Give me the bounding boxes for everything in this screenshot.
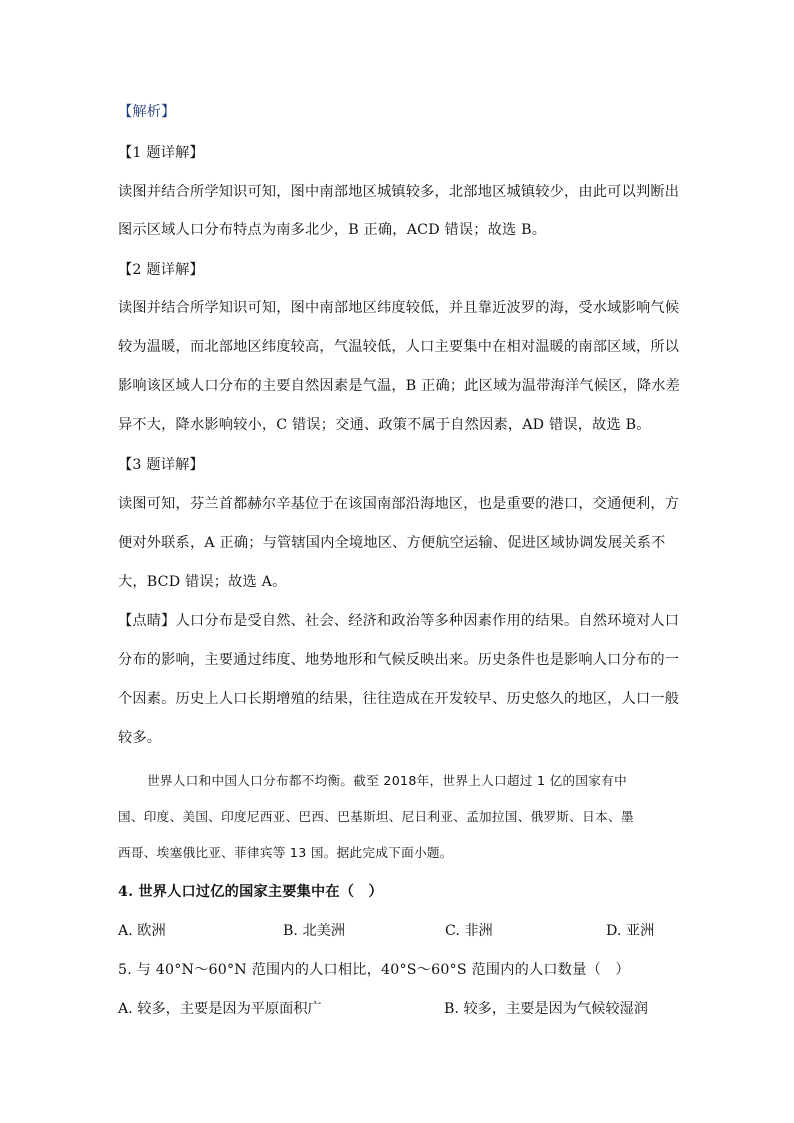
q1-line-2: 图示区域人口分布特点为南多北少，B 正确，ACD 错误；故选 B。 bbox=[118, 222, 547, 238]
q2-line-2: 较为温暖，而北部地区纬度较高，气温较低，人口主要集中在相对温暖的南部区域，所以 bbox=[118, 339, 680, 355]
tip-line-2: 分布的影响，主要通过纬度、地势地形和气候反映出来。历史条件也是影响人口分布的一 bbox=[118, 652, 680, 668]
analysis-heading: 【解析】 bbox=[118, 104, 176, 120]
q3-line-2: 便对外联系，A 正确；与管辖国内全境地区、方便航空运输、促进区域协调发展关系不 bbox=[118, 535, 666, 551]
question-4-stem: 4. 世界人口过亿的国家主要集中在（ ） bbox=[118, 884, 383, 900]
tip-line-3: 个因素。历史上人口长期增殖的结果，往往造成在开发较早、历史悠久的地区，人口一般 bbox=[118, 691, 680, 707]
passage-line-3: 西哥、埃塞俄比亚、菲律宾等 13 国。据此完成下面小题。 bbox=[118, 845, 453, 860]
question-4-option-d: D. 亚洲 bbox=[606, 923, 655, 939]
q3-heading: 【3 题详解】 bbox=[118, 457, 204, 473]
question-4-option-a: A. 欧洲 bbox=[118, 923, 166, 939]
question-5-option-a: A. 较多，主要是因为平原面积广 bbox=[118, 1001, 322, 1017]
question-5-option-b: B. 较多，主要是因为气候较湿润 bbox=[444, 1001, 648, 1017]
question-4-option-c: C. 非洲 bbox=[445, 923, 493, 939]
q3-line-3: 大，BCD 错误；故选 A。 bbox=[118, 574, 287, 590]
q1-heading: 【1 题详解】 bbox=[118, 145, 204, 161]
tip-text-1: 人口分布是受自然、社会、经济和政治等多种因素作用的结果。自然环境对人口 bbox=[175, 613, 680, 629]
question-5-stem: 5. 与 40°N～60°N 范围内的人口相比，40°S～60°S 范围内的人口数量（ ） bbox=[118, 962, 630, 978]
q2-heading: 【2 题详解】 bbox=[118, 262, 204, 278]
q2-line-1: 读图并结合所学知识可知，图中南部地区纬度较低，并且靠近波罗的海，受水域影响气候 bbox=[118, 300, 680, 316]
tip-line-4: 较多。 bbox=[118, 730, 162, 746]
passage-line-1: 世界人口和中国人口分布都不均衡。截至 2018年，世界上人口超过 1 亿的国家有中 bbox=[147, 773, 627, 788]
q3-line-1: 读图可知，芬兰首都赫尔辛基位于在该国南部沿海地区，也是重要的港口，交通便利，方 bbox=[118, 496, 680, 512]
q1-line-1: 读图并结合所学知识可知，图中南部地区城镇较多，北部地区城镇较少，由此可以判断出 bbox=[118, 184, 680, 200]
q2-line-4: 异不大，降水影响较小，C 错误；交通、政策不属于自然因素，AD 错误，故选 B。 bbox=[118, 417, 651, 433]
tip-label: 【点睛】 bbox=[118, 613, 176, 629]
tip-line-1 bbox=[118, 610, 679, 630]
question-4-option-b: B. 北美洲 bbox=[283, 923, 346, 939]
q2-line-3: 影响该区域人口分布的主要自然因素是气温，B 正确；此区域为温带海洋气候区，降水差 bbox=[118, 378, 681, 394]
passage-line-2: 国、印度、美国、印度尼西亚、巴西、巴基斯坦、尼日利亚、孟加拉国、俄罗斯、日本、墨 bbox=[118, 809, 634, 824]
